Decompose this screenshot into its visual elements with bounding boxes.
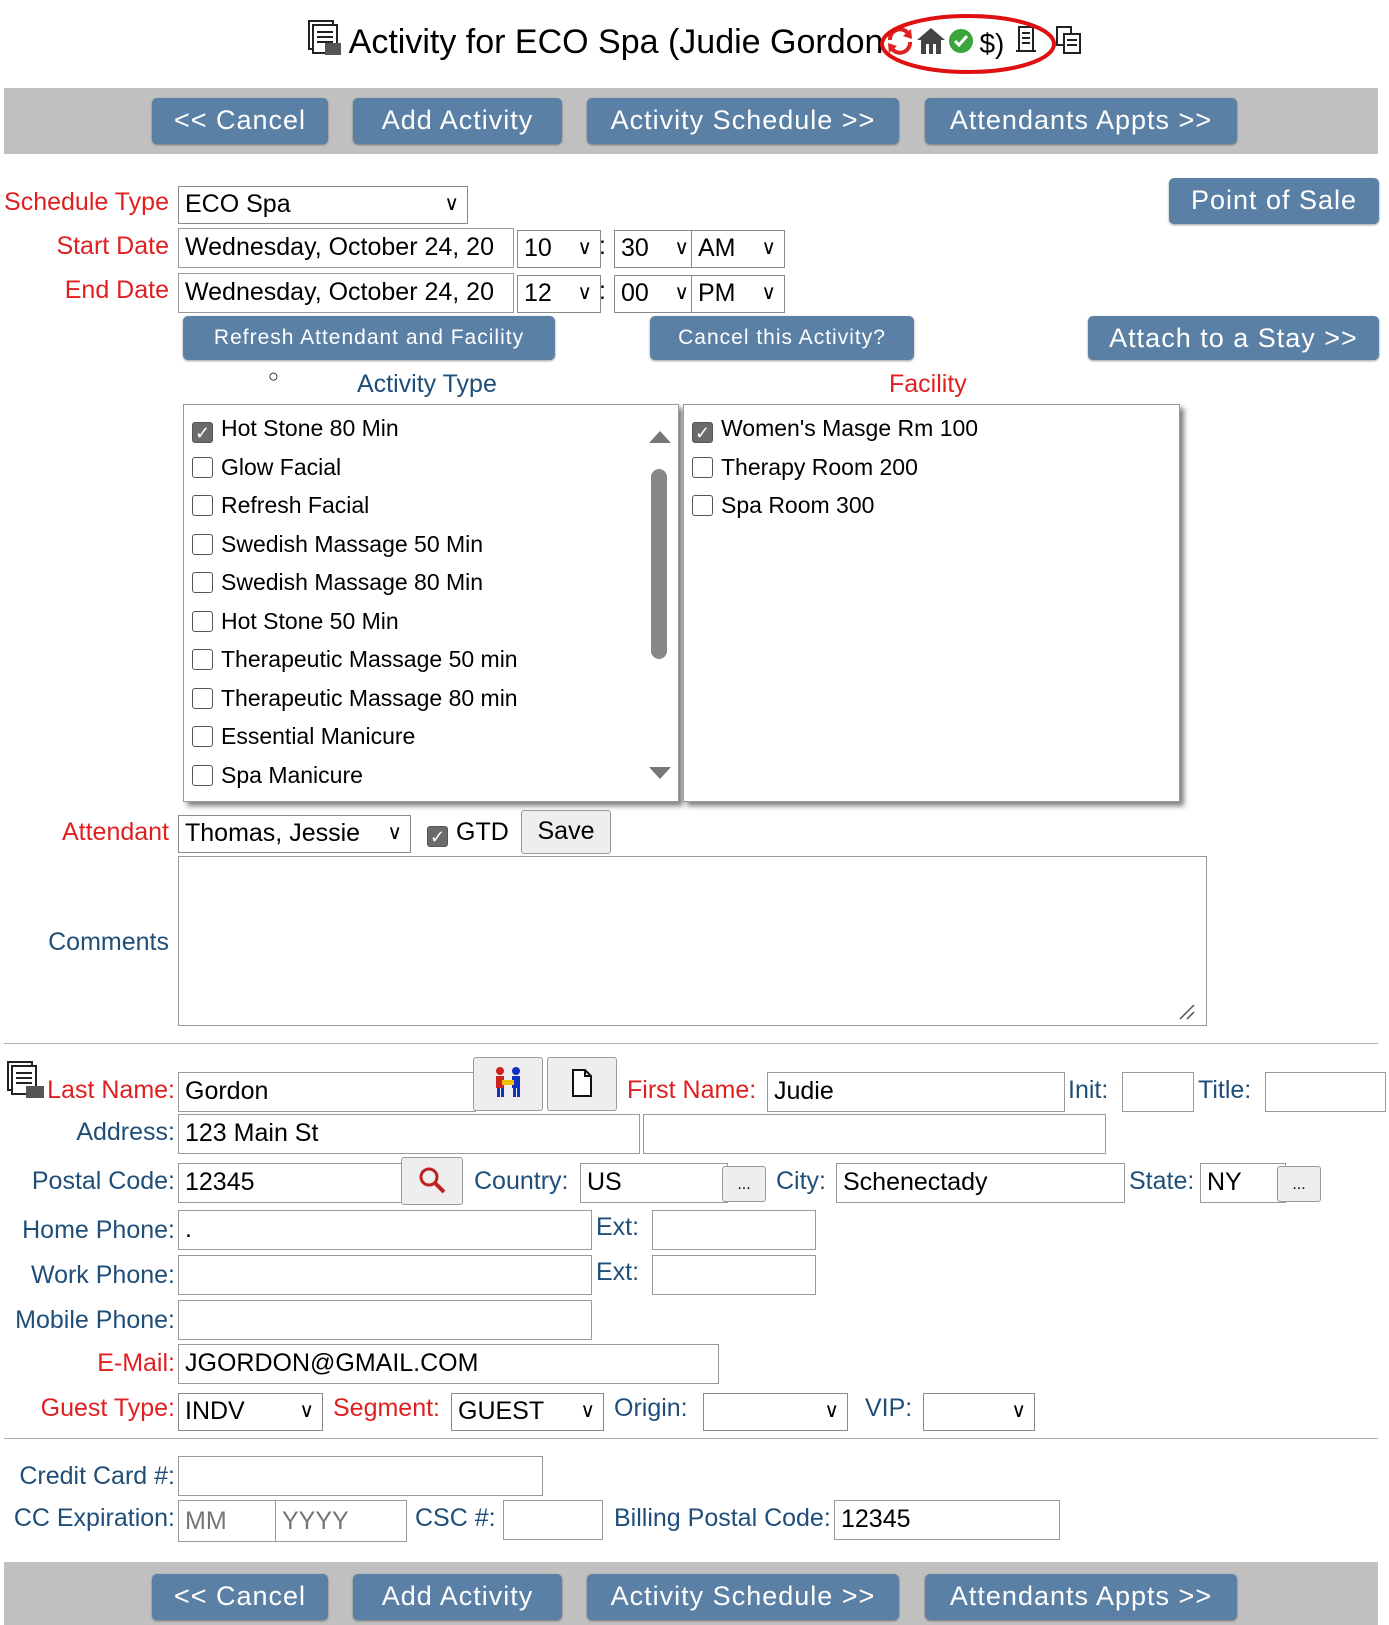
page-title: Activity for ECO Spa (Judie Gordon	[348, 23, 884, 61]
list-item[interactable]	[192, 490, 369, 520]
work-phone-label: Work Phone:	[30, 1261, 175, 1289]
home-ext-label: Ext:	[596, 1213, 640, 1241]
last-name-label: Last Name:	[47, 1076, 175, 1104]
email-label: E-Mail:	[97, 1349, 175, 1377]
checkbox[interactable]	[192, 649, 213, 670]
credit-card-label: Credit Card #:	[19, 1462, 175, 1490]
list-item[interactable]	[192, 760, 363, 790]
city-label: City:	[776, 1167, 826, 1195]
title-label: Title:	[1198, 1076, 1252, 1104]
first-name-label: First Name:	[627, 1076, 757, 1104]
start-date-label: Start Date	[56, 232, 169, 260]
time-separator: :	[599, 277, 606, 305]
checkbox[interactable]	[692, 457, 713, 478]
origin-select[interactable]: ∨	[703, 1393, 848, 1431]
list-item[interactable]	[192, 606, 399, 636]
country-label: Country:	[474, 1167, 569, 1195]
comments-textarea[interactable]	[178, 856, 1207, 1026]
list-item[interactable]	[692, 413, 978, 443]
list-item[interactable]	[192, 644, 518, 674]
address-line2-field[interactable]	[643, 1114, 1106, 1154]
list-item-label: Hot Stone 80 Min	[221, 415, 399, 441]
billing-postal-code-field[interactable]: 12345	[834, 1500, 1060, 1540]
end-hour-select[interactable]: 12 ∨	[517, 275, 601, 313]
start-hour-select[interactable]: 10 ∨	[517, 230, 601, 268]
checkbox[interactable]	[192, 726, 213, 747]
credit-card-field[interactable]	[178, 1456, 543, 1496]
chevron-down-icon: ∨	[444, 193, 459, 215]
address-label: Address:	[76, 1118, 175, 1146]
gtd-label: GTD	[456, 818, 509, 846]
guest-type-select[interactable]: INDV ∨	[178, 1393, 323, 1431]
list-item-label: Swedish Massage 80 Min	[221, 569, 484, 595]
list-item[interactable]	[192, 683, 518, 713]
list-item-label: Swedish Massage 50 Min	[221, 530, 484, 557]
billing-postal-code-label: Billing Postal Code:	[614, 1504, 831, 1532]
end-ampm-select[interactable]: PM ∨	[691, 275, 785, 313]
activity-schedule-button[interactable]: Activity Schedule >>	[587, 1574, 899, 1620]
list-item[interactable]	[192, 721, 415, 751]
end-date-label: End Date	[64, 276, 169, 304]
checkbox[interactable]	[192, 495, 213, 516]
end-date-field[interactable]: Wednesday, October 24, 20	[178, 273, 514, 313]
home-ext-field[interactable]	[652, 1210, 816, 1250]
guest-card-icon	[4, 1060, 46, 1105]
checkbox-checked[interactable]: ✓	[192, 422, 213, 443]
csc-label: CSC #:	[415, 1504, 496, 1532]
facility-heading: Facility	[889, 370, 967, 398]
cc-exp-year-field[interactable]	[275, 1500, 407, 1542]
checkbox[interactable]	[192, 572, 213, 593]
guest-lookup-button[interactable]	[473, 1057, 543, 1111]
list-item[interactable]	[692, 452, 918, 482]
state-label: State:	[1129, 1167, 1195, 1195]
postal-code-label: Postal Code:	[31, 1167, 175, 1195]
scroll-thumb[interactable]	[651, 469, 667, 659]
list-item-label: Therapy Room 200	[721, 453, 918, 480]
list-item-label: Essential Manicure	[221, 723, 416, 749]
home-phone-label: Home Phone:	[22, 1216, 175, 1244]
radio-bullet: ○	[268, 366, 279, 386]
postal-search-button[interactable]	[401, 1157, 463, 1205]
time-separator: :	[599, 232, 606, 260]
origin-label: Origin:	[614, 1394, 688, 1422]
schedule-type-select[interactable]: ECO Spa ∨	[178, 186, 468, 224]
people-icon	[490, 1065, 526, 1101]
list-item-label: Refresh Facial	[221, 492, 370, 518]
work-phone-field[interactable]	[178, 1255, 592, 1295]
segment-select[interactable]: GUEST ∨	[451, 1393, 604, 1431]
state-field[interactable]: NY	[1200, 1163, 1286, 1203]
schedule-type-label: Schedule Type	[4, 188, 169, 216]
checkbox-checked[interactable]: ✓	[692, 422, 713, 443]
country-picker-button[interactable]: ...	[722, 1166, 766, 1202]
activity-type-list[interactable]	[183, 404, 679, 802]
checkbox[interactable]	[192, 765, 213, 786]
cancel-this-activity-button[interactable]: Cancel this Activity?	[650, 316, 914, 360]
city-field[interactable]: Schenectady	[836, 1163, 1125, 1203]
attendants-appts-button[interactable]: Attendants Appts >>	[925, 98, 1237, 144]
copy-icon[interactable]	[1054, 16, 1084, 72]
checkbox[interactable]	[192, 688, 213, 709]
address-line1-field[interactable]: 123 Main St	[178, 1114, 640, 1154]
title-suffix: $)	[979, 28, 1005, 59]
list-item-label: Spa Manicure	[221, 761, 363, 788]
start-date-field[interactable]: Wednesday, October 24, 20	[178, 228, 514, 268]
search-icon	[417, 1165, 447, 1195]
list-item[interactable]	[192, 452, 341, 482]
new-document-button[interactable]	[547, 1057, 617, 1111]
init-field[interactable]	[1122, 1072, 1194, 1112]
segment-label: Segment:	[333, 1394, 441, 1422]
activity-type-heading: Activity Type	[357, 370, 497, 398]
home-phone-field[interactable]: .	[178, 1210, 592, 1250]
list-item-label: Hot Stone 50 Min	[221, 607, 399, 634]
list-item-label: Therapeutic Massage 80 min	[221, 684, 518, 711]
add-activity-button[interactable]: Add Activity	[353, 98, 562, 144]
mobile-phone-field[interactable]	[178, 1300, 592, 1340]
document-stack-icon	[305, 18, 343, 74]
list-item[interactable]	[192, 567, 483, 597]
scroll-up-icon[interactable]	[649, 431, 671, 443]
csc-field[interactable]	[503, 1500, 603, 1540]
attendants-appts-button[interactable]: Attendants Appts >>	[925, 1574, 1237, 1620]
activity-schedule-button[interactable]: Activity Schedule >>	[587, 98, 899, 144]
add-activity-button[interactable]: Add Activity	[353, 1574, 562, 1620]
cc-exp-month-field[interactable]	[178, 1500, 280, 1542]
checkbox[interactable]	[192, 457, 213, 478]
last-name-field[interactable]: Gordon	[178, 1072, 476, 1112]
facility-list[interactable]	[683, 404, 1180, 802]
point-of-sale-button[interactable]: Point of Sale	[1169, 178, 1379, 224]
end-minute-select[interactable]: 00 ∨	[614, 275, 698, 313]
checkbox[interactable]	[192, 534, 213, 555]
cc-expiration-label: CC Expiration:	[13, 1504, 175, 1532]
divider	[4, 1438, 1378, 1439]
state-picker-button[interactable]: ...	[1277, 1166, 1321, 1202]
page-title-row	[0, 14, 1389, 74]
vip-select[interactable]: ∨	[923, 1393, 1035, 1431]
refresh-attendant-facility-button[interactable]: Refresh Attendant and Facility	[183, 316, 555, 360]
vip-label: VIP:	[865, 1394, 913, 1422]
list-item[interactable]	[192, 529, 483, 559]
document-icon	[568, 1067, 596, 1099]
comments-label: Comments	[48, 928, 169, 956]
list-item-label: Spa Room 300	[721, 492, 875, 518]
mobile-phone-label: Mobile Phone:	[15, 1306, 175, 1334]
list-item-label: Women's Masge Rm 100	[721, 415, 979, 441]
postal-code-field[interactable]: 12345	[178, 1163, 404, 1203]
cancel-button[interactable]: << Cancel	[152, 98, 328, 144]
scroll-down-icon[interactable]	[649, 767, 671, 779]
work-ext-label: Ext:	[596, 1258, 640, 1286]
init-label: Init:	[1068, 1076, 1109, 1104]
email-field[interactable]: JGORDON@GMAIL.COM	[178, 1344, 719, 1384]
gtd-checkbox[interactable]: ✓ GTD	[427, 817, 509, 847]
list-item-label: Glow Facial	[221, 453, 342, 480]
attach-to-stay-button[interactable]: Attach to a Stay >>	[1088, 316, 1379, 360]
scrollbar[interactable]	[648, 425, 670, 783]
list-item[interactable]	[192, 413, 399, 443]
list-item-label: Therapeutic Massage 50 min	[221, 646, 518, 672]
save-button[interactable]: Save	[521, 810, 611, 854]
title-field[interactable]	[1265, 1072, 1386, 1112]
country-field[interactable]: US	[580, 1163, 728, 1203]
annotation-circle	[878, 12, 1058, 76]
list-item[interactable]	[692, 490, 874, 520]
divider	[4, 1043, 1378, 1044]
guest-type-label: Guest Type:	[40, 1394, 175, 1422]
start-ampm-select[interactable]: AM ∨	[691, 230, 785, 268]
attendant-label: Attendant	[61, 818, 169, 846]
checkbox[interactable]	[192, 611, 213, 632]
resize-handle-icon[interactable]	[1178, 1003, 1196, 1021]
checkbox[interactable]	[692, 495, 713, 516]
attendant-select[interactable]: Thomas, Jessie ∨	[178, 815, 411, 853]
start-minute-select[interactable]: 30 ∨	[614, 230, 698, 268]
work-ext-field[interactable]	[652, 1255, 816, 1295]
cancel-button[interactable]: << Cancel	[152, 1574, 328, 1620]
first-name-field[interactable]: Judie	[767, 1072, 1065, 1112]
